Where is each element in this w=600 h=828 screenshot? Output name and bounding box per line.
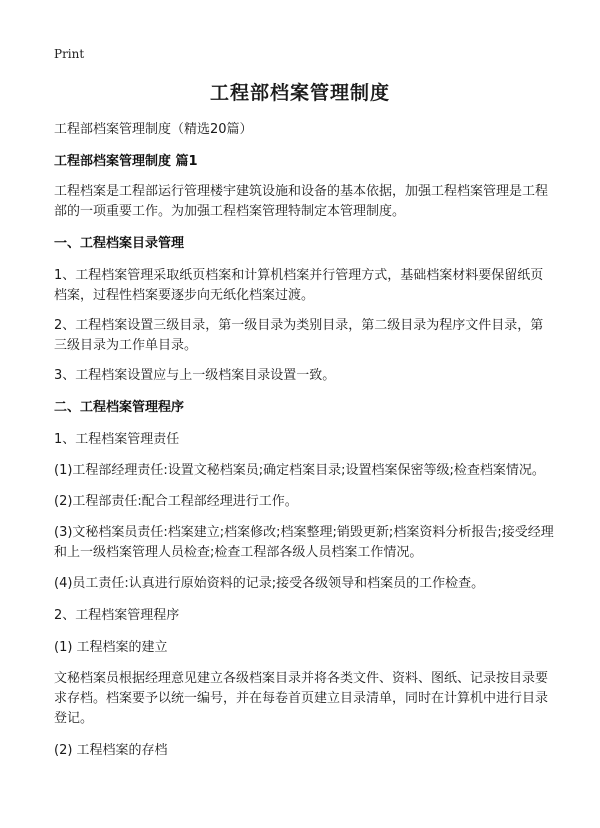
paragraph: (3)文秘档案员责任:档案建立;档案修改;档案整理;销毁更新;档案资料分析报告;接受经理和上一级档案管理人员检查;检查工程部各级人员档案工作情况。 [54,525,554,560]
print-link[interactable]: Print [54,47,85,61]
subheading: 2、工程档案管理程序 [54,608,180,623]
paragraph: (2)工程部责任:配合工程部经理进行工作。 [54,494,298,509]
paragraph: (4)员工责任:认真进行原始资料的记录;接受各级领导和档案员的工作检查。 [54,576,485,591]
section-title: 工程部档案管理制度 篇1 [54,154,198,169]
subheading: (2) 工程档案的存档 [54,743,168,758]
heading-catalog-management: 一、工程档案目录管理 [54,236,185,251]
paragraph: 文秘档案员根据经理意见建立各级档案目录并将各类文件、资料、图纸、记录按目录要求存档。档案要予以统一编号，并在每卷首页建立目录清单，同时在计算机中进行目录登记。 [54,671,549,726]
subheading: 1、工程档案管理责任 [54,432,180,447]
paragraph: 2、工程档案设置三级目录，第一级目录为类别目录，第二级目录为程序文件目录，第三级目录为工作单目录。 [54,318,544,353]
page-title: 工程部档案管理制度 [209,82,390,104]
subheading: (1) 工程档案的建立 [54,640,168,655]
heading-management-procedure: 二、工程档案管理程序 [54,400,185,415]
document-subtitle: 工程部档案管理制度（精选20篇） [54,122,253,137]
paragraph: 3、工程档案设置应与上一级档案目录设置一致。 [54,368,336,383]
intro-paragraph: 工程档案是工程部运行管理楼宇建筑设施和设备的基本依据，加强工程档案管理是工程部的一项重要工作。为加强工程档案管理特制定本管理制度。 [54,184,549,219]
paragraph: 1、工程档案管理采取纸页档案和计算机档案并行管理方式，基础档案材料要保留纸页档案，过程性档案要逐步向无纸化档案过渡。 [54,268,544,303]
document-body [54,118,554,761]
paragraph: (1)工程部经理责任:设置文秘档案员;确定档案目录;设置档案保密等级;检查档案情况。 [54,463,545,478]
